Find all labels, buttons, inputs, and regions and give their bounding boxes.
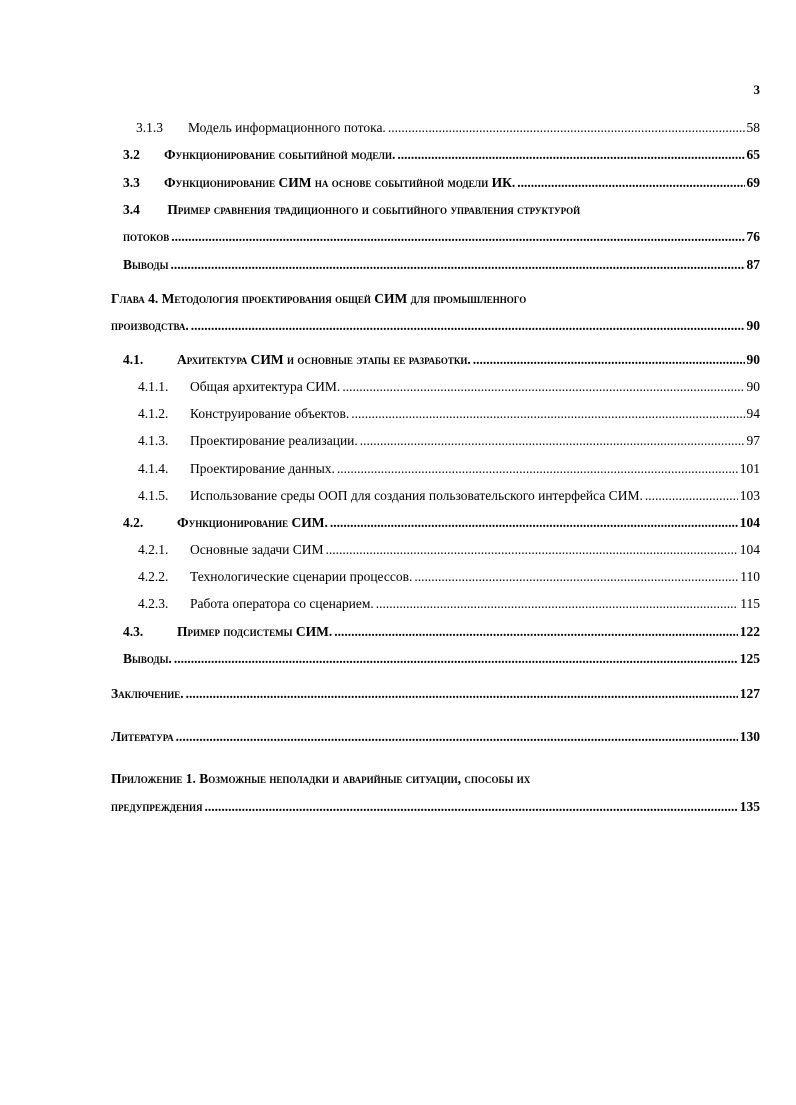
entry-page: 104: [739, 515, 760, 530]
toc-entry-4-2-3[interactable]: [138, 595, 760, 613]
entry-title-line1: Глава 4. Методология проектирования общей СИМ для промышленного: [111, 291, 527, 306]
entry-page: 122: [739, 624, 760, 639]
entry-number: 4.2.: [123, 515, 144, 530]
leader-dots: [376, 595, 739, 613]
toc-entry-4-1-3[interactable]: [138, 432, 760, 450]
entry-title: Проектирование данных.: [190, 461, 335, 476]
entry-number: 4.1.5.: [138, 488, 169, 503]
toc-entry-4-1-1[interactable]: [138, 378, 760, 396]
entry-title-line2: потоков: [123, 229, 170, 244]
toc-entry-3-2[interactable]: [123, 146, 760, 164]
entry-title-line2: предупреждения: [111, 799, 203, 814]
entry-title: Работа оператора со сценарием.: [190, 596, 374, 611]
toc-entry-3-4[interactable]: [123, 201, 580, 219]
entry-page: 90: [746, 379, 760, 394]
entry-title-line1: Приложение 1. Возможные неполадки и аварийные ситуации, способы их: [111, 771, 531, 786]
entry-title: Функционирование событийной модели.: [164, 147, 396, 162]
entry-title: Использование среды ООП для создания пользовательского интерфейса СИМ.: [190, 488, 643, 503]
toc-entry-chapter-4-cont[interactable]: [111, 317, 760, 335]
entry-number: 3.3: [123, 175, 140, 190]
entry-page: 65: [746, 147, 760, 162]
entry-title: Заключение.: [111, 686, 184, 701]
entry-title: Проектирование реализации.: [190, 433, 358, 448]
toc-entry-4-2[interactable]: [123, 514, 760, 532]
page-number: 3: [753, 82, 760, 97]
toc-entry-3-3[interactable]: [123, 174, 760, 192]
entry-page: 135: [739, 799, 760, 814]
entry-number: 4.1.: [123, 352, 144, 367]
toc-entry-appendix-1[interactable]: [111, 770, 530, 788]
toc-entry-appendix-1-cont[interactable]: [111, 798, 760, 816]
entry-number: 3.2: [123, 147, 140, 162]
entry-title: Функционирование СИМ на основе событийной модели ИК.: [164, 175, 516, 190]
leader-dots: [388, 119, 745, 137]
entry-number: 4.1.4.: [138, 461, 169, 476]
leader-dots: [174, 650, 738, 668]
leader-dots: [360, 432, 745, 450]
entry-number: 3.4: [123, 202, 140, 217]
entry-number: 4.2.2.: [138, 569, 169, 584]
entry-title: Конструирование объектов.: [190, 406, 350, 421]
toc-entry-4-2-1[interactable]: [138, 541, 760, 559]
entry-page: 127: [739, 686, 760, 701]
entry-page: 104: [739, 542, 760, 557]
toc-entry-chapter-4[interactable]: [111, 290, 526, 308]
toc-entry-literature[interactable]: [111, 728, 760, 746]
entry-number: 4.2.3.: [138, 596, 169, 611]
entry-page: 90: [746, 352, 760, 367]
toc-entry-4-1-5[interactable]: [138, 487, 760, 505]
entry-number: 4.1.3.: [138, 433, 169, 448]
entry-page: 94: [746, 406, 760, 421]
toc-entry-4-1-2[interactable]: [138, 405, 760, 423]
entry-title: Общая архитектура СИМ.: [190, 379, 341, 394]
entry-title: Модель информационного потока.: [188, 120, 386, 135]
entry-page: 90: [746, 318, 760, 333]
leader-dots: [176, 728, 738, 746]
leader-dots: [191, 317, 745, 335]
leader-dots: [342, 378, 744, 396]
leader-dots: [330, 514, 738, 532]
entry-number: 4.2.1.: [138, 542, 169, 557]
toc-entry-3-4-cont[interactable]: [123, 228, 760, 246]
toc-entry-3-1-3[interactable]: [136, 119, 760, 137]
entry-page: 97: [746, 433, 760, 448]
toc-entry-4-1-4[interactable]: [138, 460, 760, 478]
entry-number: 3.1.3: [136, 120, 163, 135]
toc-entry-conclusions-4[interactable]: [123, 650, 760, 668]
entry-number: 4.3.: [123, 624, 144, 639]
entry-title: Функционирование СИМ.: [177, 515, 328, 530]
entry-title: Выводы.: [123, 651, 172, 666]
leader-dots: [414, 568, 738, 586]
leader-dots: [170, 256, 744, 274]
leader-dots: [205, 798, 738, 816]
leader-dots: [334, 623, 738, 641]
entry-page: 101: [739, 461, 760, 476]
entry-title: Пример подсистемы СИМ.: [177, 624, 333, 639]
toc-entry-conclusions-3[interactable]: [123, 256, 760, 274]
leader-dots: [326, 541, 738, 559]
entry-page: 103: [739, 488, 760, 503]
entry-page: 69: [746, 175, 760, 190]
leader-dots: [473, 351, 745, 369]
leader-dots: [171, 228, 744, 246]
toc-entry-4-2-2[interactable]: [138, 568, 760, 586]
leader-dots: [337, 460, 738, 478]
entry-title: Технологические сценарии процессов.: [190, 569, 413, 584]
entry-page: 87: [746, 257, 760, 272]
entry-page: 58: [746, 120, 760, 135]
leader-dots: [645, 487, 738, 505]
entry-title-line1: Пример сравнения традиционного и событийного управления структурой: [167, 202, 581, 217]
leader-dots: [397, 146, 744, 164]
entry-title: Архитектура СИМ и основные этапы ее разработки.: [177, 352, 471, 367]
toc-entry-4-3[interactable]: [123, 623, 760, 641]
entry-page: 115: [740, 596, 760, 611]
leader-dots: [517, 174, 744, 192]
entry-number: 4.1.2.: [138, 406, 169, 421]
entry-title-line2: производства.: [111, 318, 189, 333]
toc-entry-4-1[interactable]: [123, 351, 760, 369]
toc-entry-conclusion[interactable]: [111, 685, 760, 703]
entry-title: Основные задачи СИМ: [190, 542, 324, 557]
entry-page: 110: [740, 569, 760, 584]
entry-title: Выводы: [123, 257, 169, 272]
entry-page: 125: [739, 651, 760, 666]
entry-page: 76: [746, 229, 760, 244]
leader-dots: [186, 685, 738, 703]
leader-dots: [351, 405, 744, 423]
entry-number: 4.1.1.: [138, 379, 169, 394]
entry-page: 130: [739, 729, 760, 744]
entry-title: Литература: [111, 729, 174, 744]
